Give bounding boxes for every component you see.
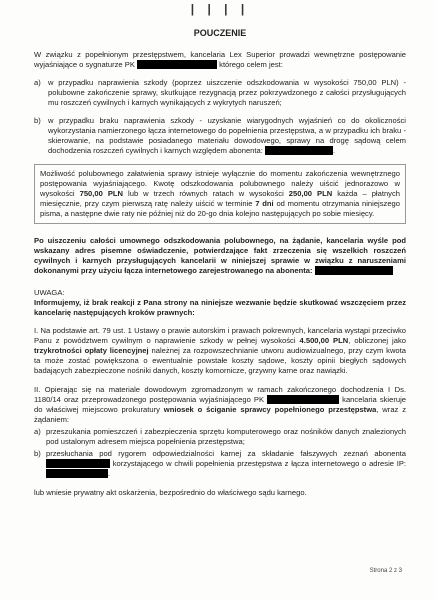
statement-paragraph [34, 236, 406, 276]
damages-amount: 4.500,00 PLN [299, 336, 349, 345]
section-prosecution [34, 385, 406, 479]
payment-deadline: 7 dni [255, 199, 274, 208]
license-fee-emphasis: trzykrotności opłaty licencyjnej [34, 346, 149, 355]
option-b-marker: b) [34, 116, 41, 125]
request-b-text-2: korzystającego w chwili popełnienia przestępstwa z łącza internetowego o adresie IP: [110, 459, 406, 468]
section2-text-3: , wraz z żądaniem: [34, 405, 406, 424]
redaction-ip-address [46, 469, 111, 478]
request-b-text-1: przesłuchania pod rygorem odpowiedzialności karnej za składanie fałszywych zeznań abonenta [46, 449, 406, 458]
prosecution-request-emphasis: wniosek o ściganie sprawcy popełnionego przestępstwa [163, 405, 377, 414]
document-title: POUCZENIE [193, 28, 247, 38]
request-b-tail: . [108, 469, 111, 478]
amicable-text-4: od momentu otrzymania niniejszego pisma, a następne dwie raty nie później niż do 20-go dnia kolejno następujących po sobie miesięcy. [40, 199, 400, 218]
request-b [34, 449, 406, 479]
warning-text: Informujemy, iż brak reakcji z Pana strony na niniejsze wezwanie będzie skutkować wszczęciem przez kancelarię następujących kroków prawnych: [34, 298, 406, 317]
request-a-text: przeszukania pomieszczeń i zabezpieczenia sprzętu komputerowego oraz nośników danych znalezionych pod ustalonym adresem miejsca popełnienia przestępstwa; [46, 427, 406, 446]
option-a-marker: a) [34, 78, 41, 87]
section2-text-1: II. Opierając się na materiale dowodowym zgromadzonym w ramach zakończonego dochodzenia I Ds. 1180/14 oraz przeprowadzonego postępowania wyjaśniającego PK [34, 385, 406, 404]
amicable-text-1: Możliwość polubownego załatwienia sprawy istnieje wyłącznie do momentu zakończenia wewnętrznego postępowania wyjaśniającego. Kwotę odszkodowania polubownego należy uiścić jednorazowo w wysokości [40, 169, 400, 198]
amicable-settlement-box [34, 164, 406, 224]
redaction-subscriber [265, 146, 336, 155]
redaction-subscriber-2 [315, 266, 393, 275]
amount-full: 750,00 PLN [79, 189, 124, 198]
amount-installment: 250,00 PLN [288, 189, 333, 198]
page-number: Strona 2 z 3 [369, 568, 402, 574]
request-b-body [46, 449, 406, 479]
amicable-text-3: każda – płatnych miesięcznie, przy czym pierwszą ratę należy uiścić w terminie [40, 189, 400, 208]
request-b-marker: b) [34, 449, 41, 458]
request-a-marker: a) [34, 427, 41, 436]
statement-text: Po uiszczeniu całości umownego odszkodowania polubownego, na żądanie, kancelaria wyśle pod wskazany adres pisemne oświadczenie, potwierdzające fakt zrzeczenia się wszelkich roszczeń cywilnych i karnych przysługujących kancelarii w niniejszej sprawie w związku z naruszeniami dokonanymi przy użyciu łącza internetowego zarejestrowanego na abonenta: [34, 236, 406, 275]
option-a [34, 78, 406, 108]
redaction-subscriber-3 [46, 459, 110, 468]
option-a-text: w przypadku naprawienia szkody (poprzez uiszczenie odszkodowania w wysokości 750,00 PLN) - polubowne zakończenie sprawy, skutkujące rezygnacją przez pokrzywdzonego z całości przysługujących mu roszczeń cywilnych i karnych wynikających z wykrytych naruszeń; [48, 78, 406, 107]
redaction-case-number-2 [267, 395, 339, 404]
section-civil-claim [34, 326, 406, 376]
section2-paragraph [34, 385, 406, 425]
redaction-case-number [137, 60, 217, 69]
option-b-tail: . [332, 146, 336, 155]
section2-text-2: kancelaria skieruje do właściwej miejscowo prokuratury [34, 395, 406, 414]
section1-text-3: należnej za rozpowszechnianie utworu audiowizualnego, przy czym kwota ta może zostać powiększona o ewentualnie powstałe koszty sądowe, koszty opinii biegłych sądowych badających zabezpieczone nośniki danych, koszty komornicze, grzywny karne oraz nawiązki. [34, 346, 406, 375]
warning-label: UWAGA: [34, 288, 65, 297]
intro-tail: którego celem jest: [219, 60, 283, 69]
option-b-text: w przypadku braku naprawienia szkody - uzyskanie wiarygodnych wyjaśnień co do okoliczności wykorzystania namierzonego łącza internetowego do popełnienia przestępstwa, a w przypadku ich braku - skierowanie, na podstawie posiadanego materiału dowodowego, sprawy na drogę sądową celem dochodzenia roszczeń cywilnych i karnych względem abonenta: [48, 116, 406, 155]
amicable-paragraph [40, 169, 400, 219]
intro-text: W związku z popełnionym przestępstwem, kancelaria Lex Superior prowadzi wewnętrzne postępowanie wyjaśniające o sygnaturze PK [34, 50, 406, 69]
section1-text-1: I. Na podstawie art. 79 ust. 1 Ustawy o prawie autorskim i prawach pokrewnych, kancelaria wystąpi przeciwko Panu z powództwem cywilnym o naprawienie szkody w pełnej wysokości [34, 326, 406, 345]
section1-text-2: , obliczonej jako [348, 336, 406, 345]
closing-line: lub wniesie prywatny akt oskarżenia, bezpośrednio do właściwego sądu karnego. [34, 488, 307, 497]
intro-paragraph [34, 50, 406, 70]
request-a [34, 427, 406, 447]
option-b [34, 116, 406, 156]
option-b-body [48, 116, 406, 156]
header-marks: | | | | [190, 2, 250, 16]
amicable-text-2: lub w trzech równych ratach w wysokości [123, 189, 289, 198]
